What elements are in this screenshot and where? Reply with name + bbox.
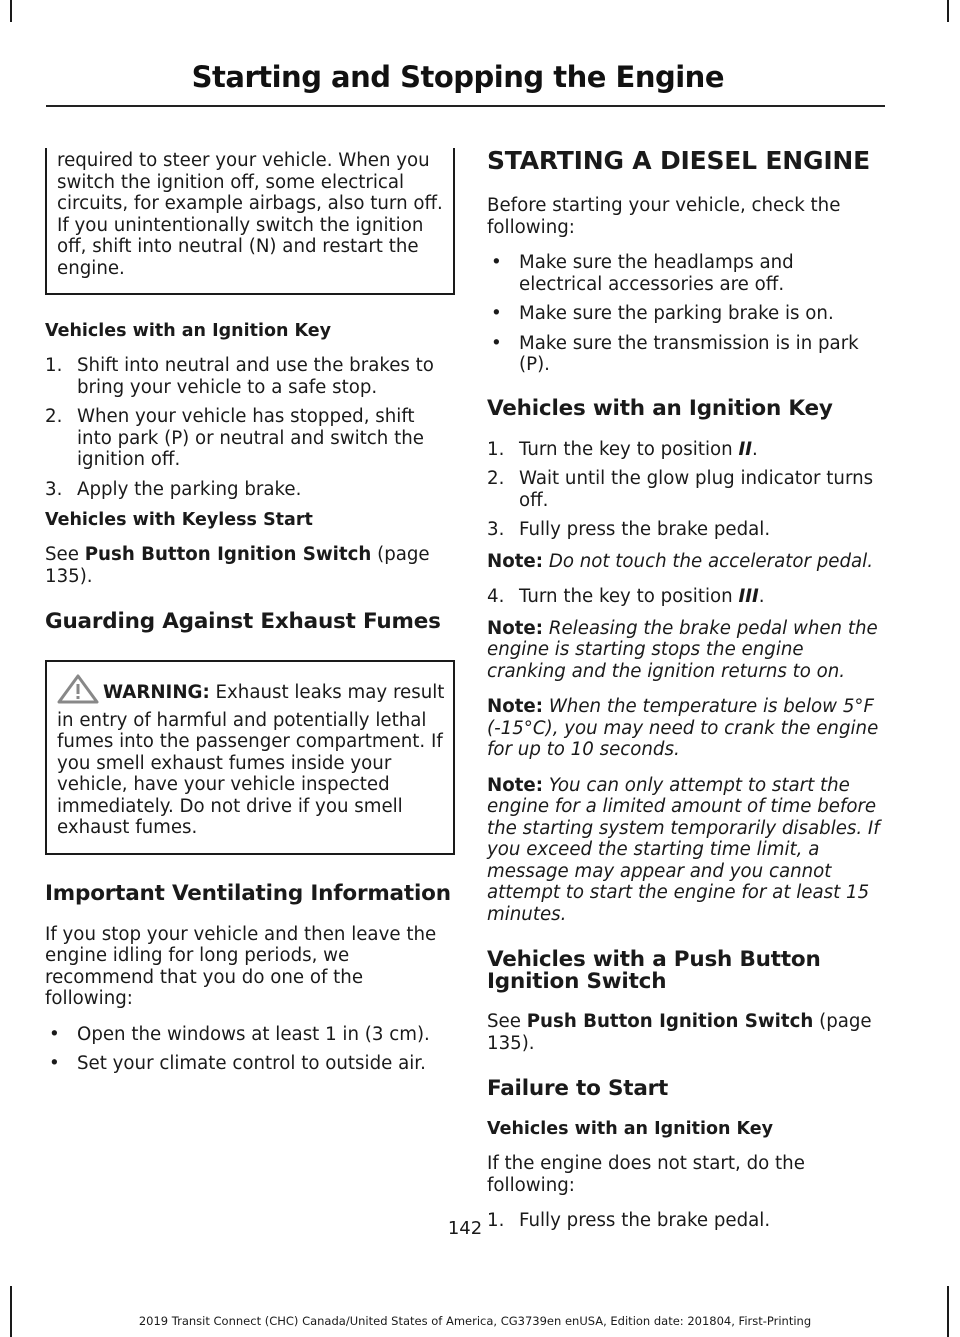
vent-paragraph: If you stop your vehicle and then leave the engine idling for long periods, we recommend that you do one of the following: — [45, 923, 437, 1009]
list-item: 3. Fully press the brake pedal. — [487, 519, 771, 540]
list-item: • Make sure the parking brake is on. — [491, 303, 834, 324]
list-item: 1. Fully press the brake pedal. — [487, 1210, 771, 1231]
warning-box — [45, 660, 455, 855]
section-heading: STARTING A DIESEL ENGINE — [487, 146, 871, 175]
see-reference: See Push Button Ignition Switch (page 135). — [45, 544, 430, 587]
bullet-list — [487, 252, 882, 376]
right-column — [487, 146, 882, 1242]
footer-text: 2019 Transit Connect (CHC) Canada/United States of America, CG3739en enUSA, Edition date: 201804, First-Printing — [138, 1314, 812, 1328]
section-heading: Guarding Against Exhaust Fumes — [45, 609, 441, 634]
see-reference: See Push Button Ignition Switch (page 135). — [487, 1011, 872, 1054]
list-item: 1. Shift into neutral and use the brakes to bring your vehicle to a safe stop. — [45, 355, 434, 398]
warning-text: WARNING: Exhaust leaks may result in entry of harmful and potentially lethal fumes into the passenger compartment. If you smell exhaust fumes inside your vehicle, have your vehicle inspected immediately. Do not drive if you smell exhaust fumes. — [57, 674, 445, 839]
note: Note: When the temperature is below 5°F (-15°C), you may need to crank the engine for up to 10 seconds. — [487, 696, 879, 760]
intro-paragraph: Before starting your vehicle, check the following: — [487, 195, 841, 238]
cross-reference-link[interactable]: Push Button Ignition Switch — [526, 1011, 814, 1032]
box-text: required to steer your vehicle. When you switch the ignition off, some electrical circuits, for example airbags, also turn off. If you unintentionally switch the ignition off, shift into neutral (N) and restart the engine. — [57, 150, 443, 279]
section-heading: Vehicles with an Ignition Key — [45, 321, 332, 341]
list-item: 3. Apply the parking brake. — [45, 478, 302, 500]
failure-paragraph: If the engine does not start, do the following: — [487, 1153, 805, 1196]
note: Note: Releasing the brake pedal when the engine is starting stops the engine cranking and the ignition returns to on. — [487, 617, 878, 682]
bullet-list — [45, 1024, 455, 1075]
list-item: 2. Wait until the glow plug indicator turns off. — [487, 468, 874, 511]
warning-label: WARNING: — [103, 682, 210, 703]
section-heading: Failure to Start — [487, 1076, 669, 1101]
steps-list — [487, 586, 882, 608]
steps-list — [45, 355, 455, 500]
list-item: 4. Turn the key to position III. — [487, 586, 765, 607]
section-heading: Vehicles with an Ignition Key — [487, 395, 833, 421]
list-item: • Make sure the transmission is in park (P). — [491, 332, 859, 375]
section-heading: Vehicles with an Ignition Key — [487, 1119, 774, 1139]
page-title: Starting and Stopping the Engine — [191, 60, 724, 94]
crop-mark — [947, 0, 949, 22]
section-heading: Important Ventilating Information — [45, 880, 451, 906]
section-heading: Vehicles with Keyless Start — [45, 510, 313, 530]
steps-list — [487, 439, 882, 541]
note: Note: You can only attempt to start the engine for a limited amount of time before the starting system temporarily disables. If you exceed the starting time limit, a message may appear and you cannot attempt to start the engine for at least 15 minutes. — [487, 774, 880, 925]
warning-box-continued — [45, 148, 455, 295]
list-item: 2. When your vehicle has stopped, shift into park (P) or neutral and switch the ignition off. — [45, 406, 424, 470]
section-heading: Vehicles with a Push Button Ignition Switch — [487, 947, 821, 994]
left-column — [45, 148, 455, 1085]
list-item: • Open the windows at least 1 in (3 cm). — [49, 1023, 430, 1045]
crop-mark — [10, 1286, 12, 1337]
list-item: 1. Turn the key to position II. — [487, 438, 758, 460]
warning-triangle-icon — [57, 674, 99, 710]
page-number: 142 — [447, 1218, 483, 1239]
list-item: • Set your climate control to outside air. — [49, 1053, 426, 1074]
cross-reference-link[interactable]: Push Button Ignition Switch — [84, 544, 372, 565]
header-divider — [46, 105, 885, 107]
note: Note: Do not touch the accelerator pedal. — [487, 550, 873, 572]
crop-mark — [10, 0, 12, 22]
crop-mark — [947, 1286, 949, 1337]
list-item: • Make sure the headlamps and electrical accessories are off. — [491, 252, 794, 295]
